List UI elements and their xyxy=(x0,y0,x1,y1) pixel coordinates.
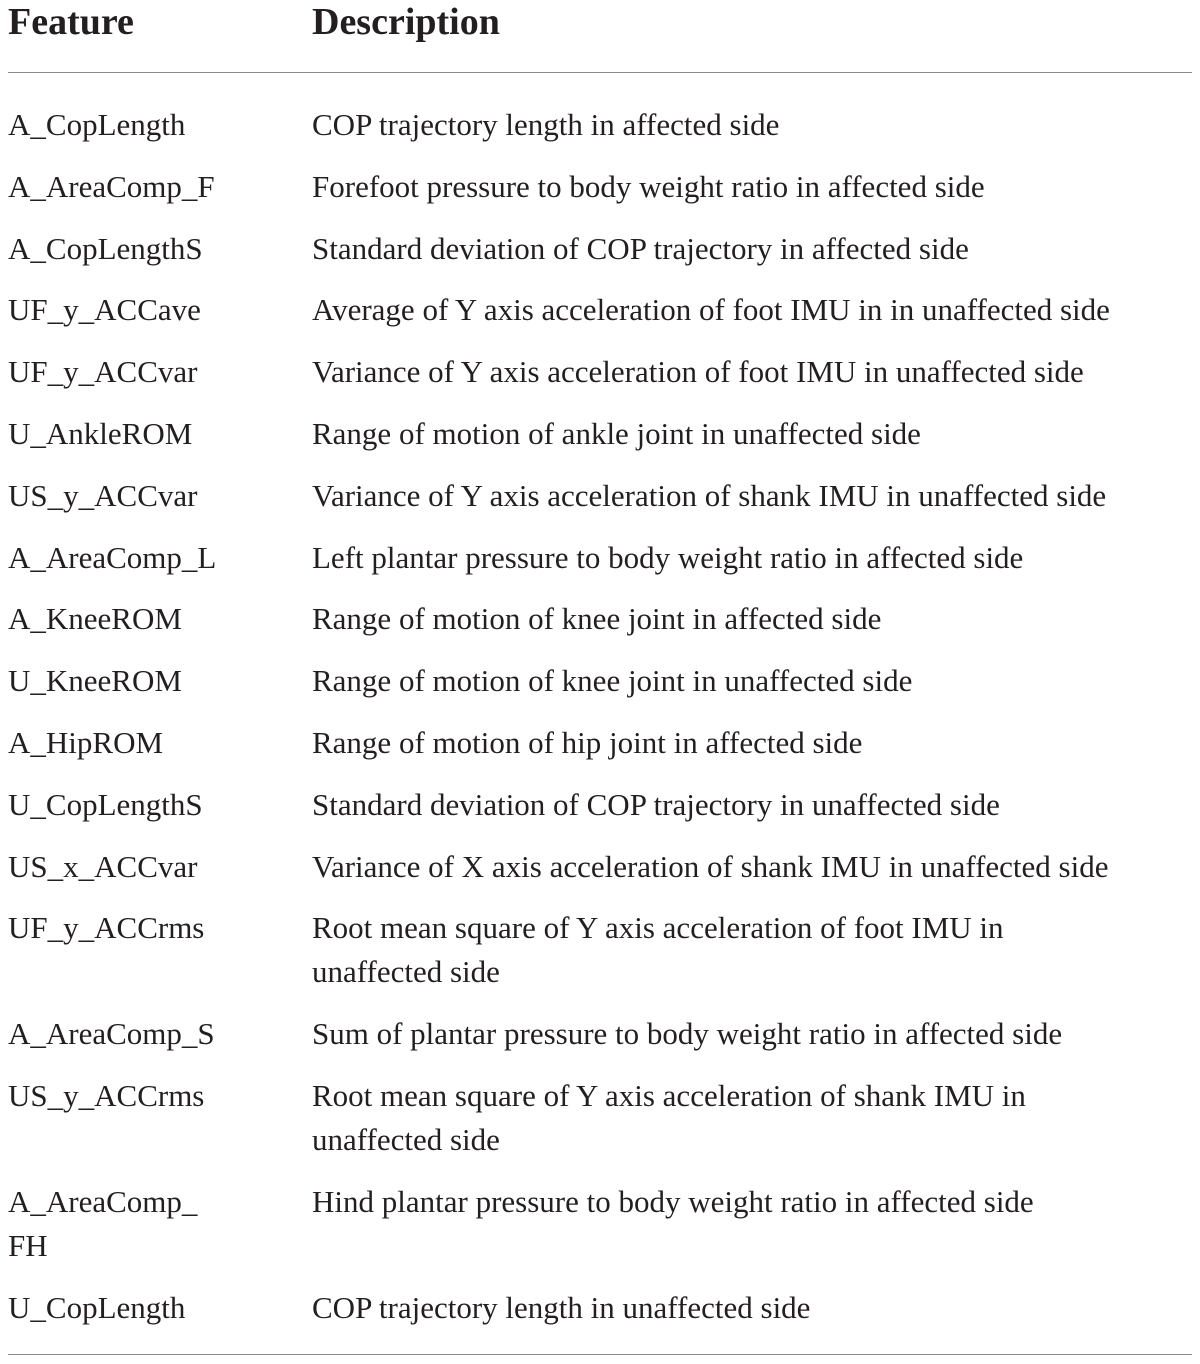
table-row xyxy=(8,1286,1192,1348)
feature-cell: UF_y_ACCvar xyxy=(8,354,198,390)
table-row xyxy=(8,288,1192,350)
description-cell: Standard deviation of COP trajectory in affected side xyxy=(312,230,969,266)
header-feature: Feature xyxy=(8,1,134,43)
table-row xyxy=(8,1180,1192,1286)
feature-cell: A_CopLengthS xyxy=(8,230,203,266)
feature-cell: UF_y_ACCrms xyxy=(8,910,205,946)
table-row xyxy=(8,721,1192,783)
feature-cell: U_CopLength xyxy=(8,1290,186,1326)
feature-cell: UF_y_ACCave xyxy=(8,292,201,328)
table-row xyxy=(8,412,1192,474)
description-cell: Sum of plantar pressure to body weight ratio in affected side xyxy=(312,1016,1063,1052)
table-row xyxy=(8,103,1192,165)
feature-cell: A_AreaComp_F xyxy=(8,168,215,204)
table-row xyxy=(8,783,1192,845)
table-row xyxy=(8,597,1192,659)
table-row xyxy=(8,906,1192,1012)
feature-cell: A_KneeROM xyxy=(8,601,182,637)
description-cell: Range of motion of hip joint in affected side xyxy=(312,724,863,760)
feature-cell: A_HipROM xyxy=(8,724,164,760)
description-cell: Hind plantar pressure to body weight ratio in affected side xyxy=(312,1184,1034,1220)
header-description: Description xyxy=(312,1,500,43)
feature-cell: U_CopLengthS xyxy=(8,786,203,822)
table-row xyxy=(8,659,1192,721)
description-cell: Standard deviation of COP trajectory in unaffected side xyxy=(312,786,1000,822)
description-cell: Variance of X axis acceleration of shank IMU in unaffected side xyxy=(312,848,1109,884)
description-cell: Root mean square of Y axis acceleration of foot IMU in unaffected side xyxy=(312,910,1004,990)
table-top-rule xyxy=(8,72,1192,73)
table-row xyxy=(8,474,1192,536)
table-row xyxy=(8,1012,1192,1074)
description-cell: COP trajectory length in affected side xyxy=(312,107,780,142)
table-row xyxy=(8,1074,1192,1180)
table-row xyxy=(8,845,1192,907)
description-cell: Range of motion of ankle joint in unaffected side xyxy=(312,415,921,451)
feature-cell: A_AreaComp_ FH xyxy=(8,1184,198,1264)
feature-cell: US_y_ACCrms xyxy=(8,1078,205,1114)
description-cell: Root mean square of Y axis acceleration of shank IMU in unaffected side xyxy=(312,1078,1026,1158)
table-bottom-rule xyxy=(8,1354,1192,1355)
table-row xyxy=(8,536,1192,598)
description-cell: Variance of Y axis acceleration of foot IMU in unaffected side xyxy=(312,354,1084,390)
table-row xyxy=(8,350,1192,412)
feature-cell: U_KneeROM xyxy=(8,663,182,699)
description-cell: Left plantar pressure to body weight ratio in affected side xyxy=(312,539,1024,575)
table-row xyxy=(8,165,1192,227)
description-cell: COP trajectory length in unaffected side xyxy=(312,1290,811,1326)
table-row xyxy=(8,227,1192,289)
table-header xyxy=(8,0,1188,44)
description-cell: Average of Y axis acceleration of foot IMU in in unaffected side xyxy=(312,292,1110,328)
description-cell: Range of motion of knee joint in unaffected side xyxy=(312,663,913,699)
feature-cell: US_y_ACCvar xyxy=(8,477,198,513)
feature-cell: A_AreaComp_S xyxy=(8,1016,215,1052)
description-cell: Variance of Y axis acceleration of shank IMU in unaffected side xyxy=(312,477,1107,513)
feature-cell: U_AnkleROM xyxy=(8,415,193,451)
feature-cell: A_AreaComp_L xyxy=(8,539,217,575)
feature-cell: A_CopLength xyxy=(8,107,186,142)
table-body xyxy=(8,103,1192,1348)
feature-cell: US_x_ACCvar xyxy=(8,848,198,884)
description-cell: Forefoot pressure to body weight ratio in affected side xyxy=(312,168,985,204)
description-cell: Range of motion of knee joint in affected side xyxy=(312,601,882,637)
